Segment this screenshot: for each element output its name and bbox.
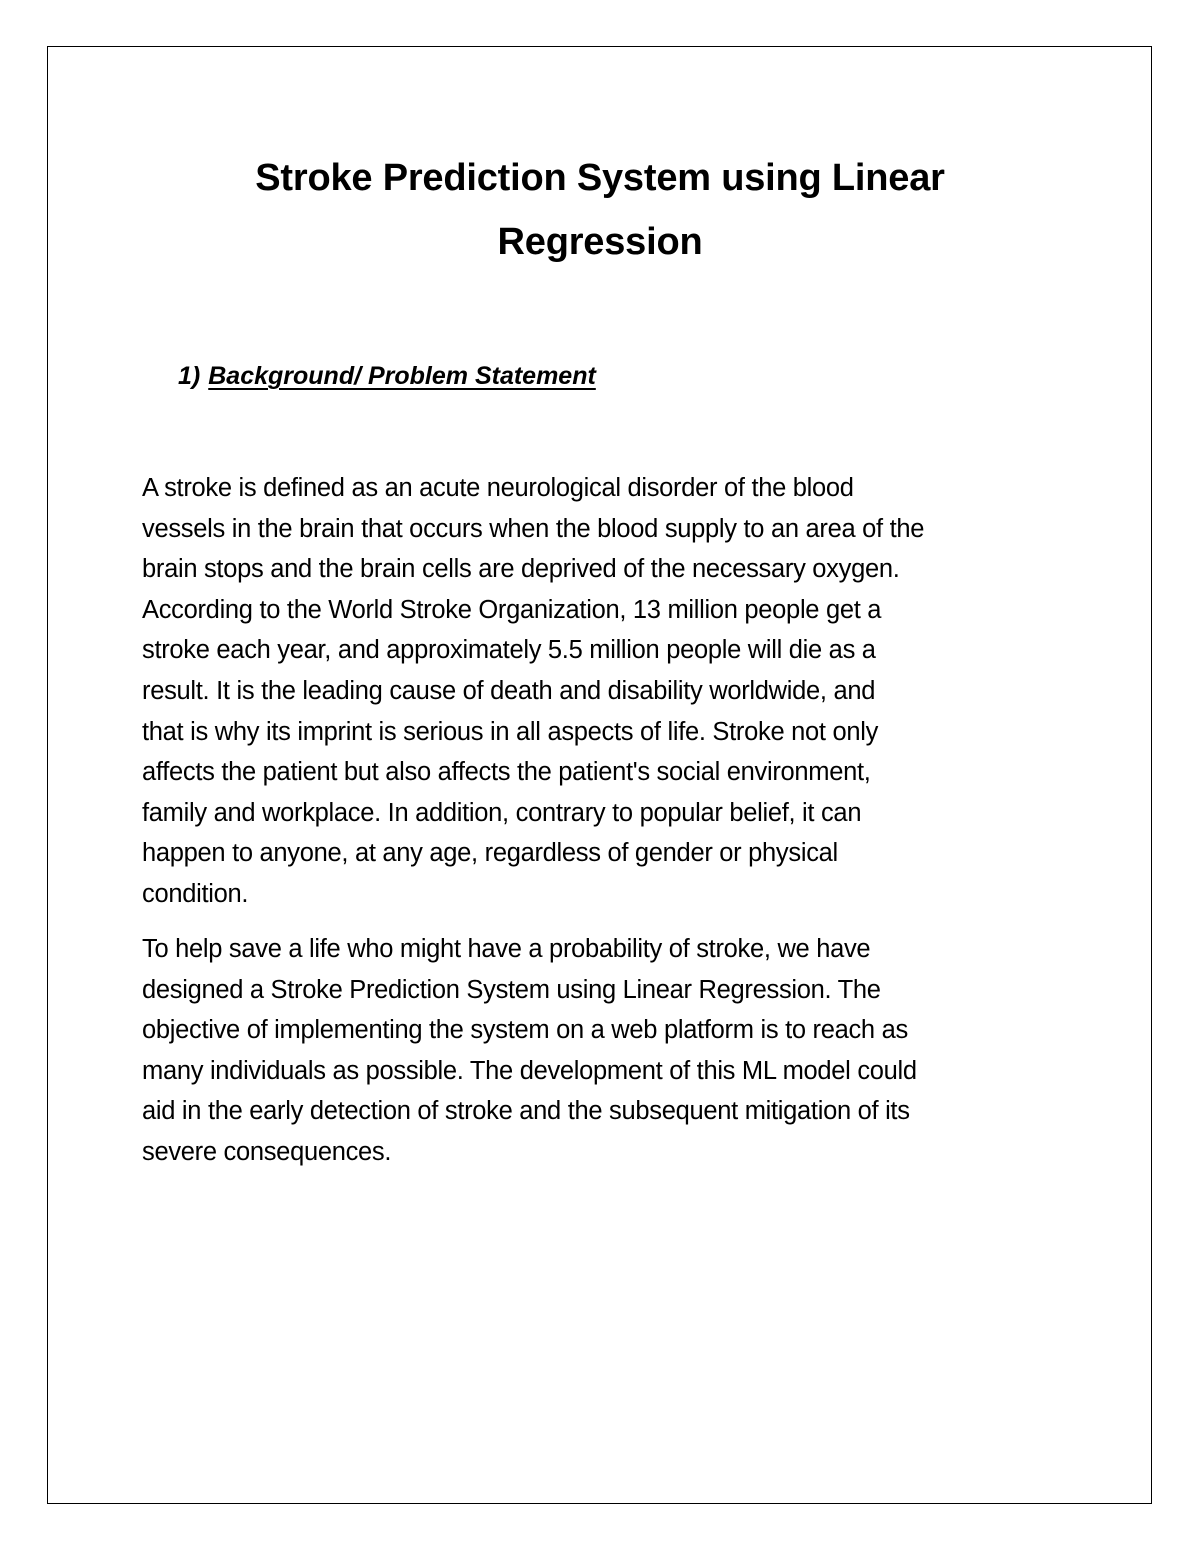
paragraph-line: stroke each year, and approximately 5.5 million people will die as a — [142, 636, 876, 665]
paragraph-line: brain stops and the brain cells are deprived of the necessary oxygen. — [142, 555, 900, 584]
paragraph-line: family and workplace. In addition, contrary to popular belief, it can — [142, 798, 862, 827]
paragraph-line: A stroke is defined as an acute neurological disorder of the blood — [142, 474, 854, 502]
paragraph-line: To help save a life who might have a probability of stroke, we have — [142, 935, 871, 963]
paragraph-line: aid in the early detection of stroke and the subsequent mitigation of its — [142, 1097, 910, 1126]
paragraph-line: happen to anyone, at any age, regardless of gender or physical — [142, 839, 838, 868]
paragraph-line: designed a Stroke Prediction System using Linear Regression. The — [142, 975, 881, 1004]
paragraph-2 — [142, 929, 1072, 1173]
paragraph-line: According to the World Stroke Organization, 13 million people get a — [142, 595, 882, 624]
section-number: 1) — [178, 362, 201, 390]
paragraph-line: result. It is the leading cause of death and disability worldwide, and — [142, 676, 876, 705]
document-title-line-1: Stroke Prediction System using Linear — [255, 157, 945, 199]
paragraph-line: many individuals as possible. The development of this ML model could — [142, 1056, 917, 1085]
paragraph-line: severe consequences. — [142, 1137, 392, 1166]
paragraph-line: condition. — [142, 879, 249, 908]
paragraph-line: vessels in the brain that occurs when the blood supply to an area of the — [142, 514, 925, 543]
paragraph-line: affects the patient but also affects the patient's social environment, — [142, 758, 871, 787]
paragraph-1 — [142, 468, 1072, 915]
section-heading — [178, 356, 596, 396]
document-title — [150, 146, 1050, 274]
paragraph-line: that is why its imprint is serious in all aspects of life. Stroke not only — [142, 717, 879, 746]
paragraph-line: objective of implementing the system on a web platform is to reach as — [142, 1016, 908, 1045]
section-heading-text: Background/ Problem Statement — [208, 362, 596, 390]
document-title-line-2: Regression — [497, 221, 703, 263]
